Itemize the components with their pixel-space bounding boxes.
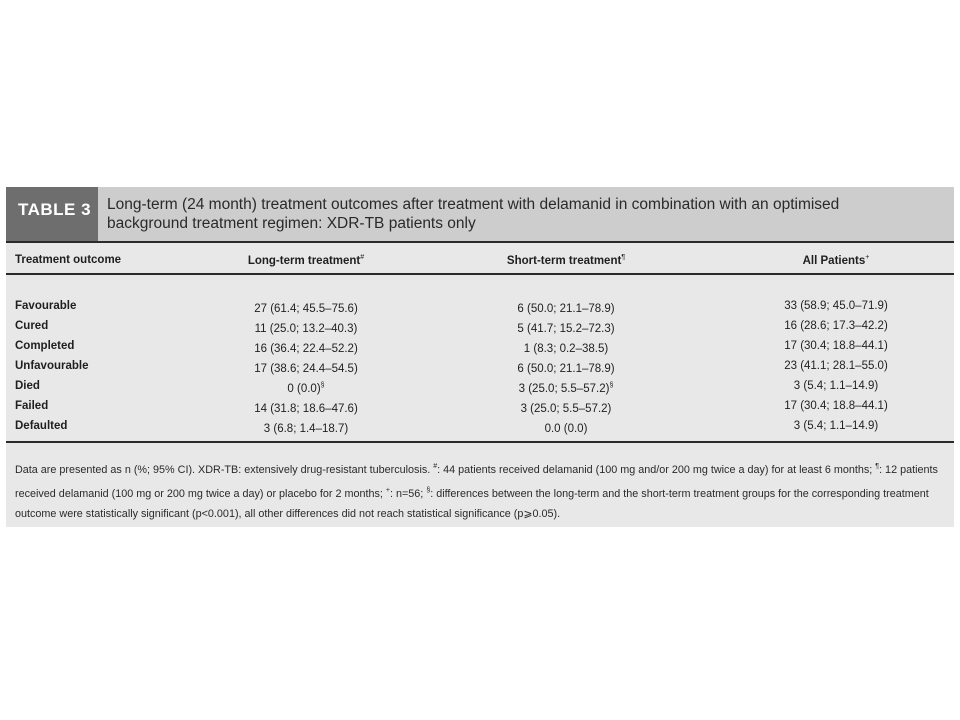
cell-outcome: Completed bbox=[15, 340, 75, 352]
cell-long-term-value: 17 (38.6; 24.4–54.5) bbox=[254, 363, 358, 375]
cell-long-term-value: 11 (25.0; 13.2–40.3) bbox=[254, 323, 358, 335]
bottom-rule bbox=[6, 441, 954, 443]
header-treatment-outcome: Treatment outcome bbox=[15, 254, 122, 266]
cell-short-term bbox=[466, 319, 666, 336]
table-row bbox=[6, 359, 954, 379]
cell-outcome: Defaulted bbox=[15, 420, 68, 432]
cell-long-term bbox=[206, 419, 406, 436]
cell-long-term bbox=[206, 299, 406, 316]
cell-short-term-value: 3 (25.0; 5.5–57.2) bbox=[520, 403, 612, 415]
cell-long-term bbox=[206, 339, 406, 356]
cell-long-term bbox=[206, 399, 406, 416]
cell-outcome: Died bbox=[15, 380, 40, 392]
footnote-part-4: : n=56; bbox=[389, 487, 427, 500]
header-rule bbox=[6, 273, 954, 275]
footnote-part-1: Data are presented as n (%; 95% CI). XDR-TB: extensively drug-resistant tuberculosis. bbox=[15, 464, 434, 476]
cell-all-patients: 23 (41.1; 28.1–55.0) bbox=[784, 360, 888, 372]
footnote-part-3: : 12 patients received delamanid (100 mg or 200 mg twice a day) or placebo for 2 months; bbox=[15, 464, 938, 500]
header-short-term bbox=[466, 254, 666, 267]
cell-outcome: Favourable bbox=[15, 300, 77, 312]
cell-long-term-mark: § bbox=[320, 382, 325, 389]
cell-short-term-value: 6 (50.0; 21.1–78.9) bbox=[517, 363, 615, 375]
cell-short-term bbox=[466, 419, 666, 436]
table-caption bbox=[107, 195, 947, 233]
header-long-term-label: Long-term treatment bbox=[247, 255, 361, 267]
table-label: TABLE 3 bbox=[6, 187, 98, 241]
cell-short-term bbox=[466, 399, 666, 416]
cell-long-term bbox=[206, 379, 406, 396]
cell-short-term-value: 5 (41.7; 15.2–72.3) bbox=[517, 323, 615, 335]
cell-short-term bbox=[466, 339, 666, 356]
footnote-mark-section: § bbox=[426, 486, 431, 494]
cell-long-term-value: 3 (6.8; 1.4–18.7) bbox=[263, 423, 349, 435]
cell-all-patients: 17 (30.4; 18.8–44.1) bbox=[784, 400, 888, 412]
cell-outcome: Cured bbox=[15, 320, 49, 332]
cell-short-term-value: 6 (50.0; 21.1–78.9) bbox=[517, 303, 615, 315]
header-all-patients bbox=[736, 254, 936, 267]
table-row bbox=[6, 339, 954, 359]
table-row bbox=[6, 299, 954, 319]
footnote-mark-pilcrow: ¶ bbox=[875, 463, 880, 470]
caption-bar bbox=[6, 187, 954, 241]
header-long-term-mark: # bbox=[360, 254, 365, 261]
cell-long-term-value: 0 (0.0) bbox=[287, 383, 321, 395]
cell-short-term bbox=[466, 379, 666, 396]
cell-long-term-value: 16 (36.4; 22.4–52.2) bbox=[254, 343, 358, 355]
cell-short-term-value: 1 (8.3; 0.2–38.5) bbox=[523, 343, 609, 355]
cell-all-patients: 17 (30.4; 18.8–44.1) bbox=[784, 340, 888, 352]
table-figure bbox=[6, 187, 954, 527]
header-all-patients-label: All Patients bbox=[802, 255, 866, 267]
table-row bbox=[6, 399, 954, 419]
cell-short-term-value: 0.0 (0.0) bbox=[544, 423, 588, 435]
cell-all-patients: 16 (28.6; 17.3–42.2) bbox=[784, 320, 888, 332]
caption-line-2: background treatment regimen: XDR-TB patients only bbox=[107, 215, 476, 232]
cell-short-term bbox=[466, 359, 666, 376]
cell-short-term bbox=[466, 299, 666, 316]
table-footnote bbox=[15, 457, 947, 525]
top-rule bbox=[6, 241, 954, 243]
header-all-patients-mark: + bbox=[865, 254, 870, 261]
cell-all-patients: 3 (5.4; 1.1–14.9) bbox=[793, 420, 879, 432]
cell-all-patients: 3 (5.4; 1.1–14.9) bbox=[793, 380, 879, 392]
footnote-mark-hash: # bbox=[433, 463, 438, 470]
header-short-term-label: Short-term treatment bbox=[506, 255, 622, 267]
footnote-part-2: : 44 patients received delamanid (100 mg and/or 200 mg twice a day) for at least 6 months; bbox=[437, 464, 876, 476]
cell-long-term-value: 14 (31.8; 18.6–47.6) bbox=[254, 403, 358, 415]
table-row bbox=[6, 419, 954, 439]
header-short-term-mark: ¶ bbox=[621, 254, 626, 261]
footnote-part-5: : differences between the long-term and the short-term treatment groups for the corresponding treatment outcome were statistically significant (p<0.001), all other differences did not reach statistical significance (p⩾0.05). bbox=[15, 487, 929, 520]
cell-short-term-value: 3 (25.0; 5.5–57.2) bbox=[518, 383, 610, 395]
cell-long-term bbox=[206, 359, 406, 376]
cell-outcome: Failed bbox=[15, 400, 49, 412]
table-row bbox=[6, 319, 954, 339]
cell-short-term-mark: § bbox=[609, 382, 614, 389]
cell-long-term-value: 27 (61.4; 45.5–75.6) bbox=[254, 303, 358, 315]
cell-outcome: Unfavourable bbox=[15, 360, 89, 372]
header-long-term bbox=[206, 254, 406, 267]
cell-all-patients: 33 (58.9; 45.0–71.9) bbox=[784, 300, 888, 312]
cell-long-term bbox=[206, 319, 406, 336]
caption-line-1: Long-term (24 month) treatment outcomes after treatment with delamanid in combination with an optimised bbox=[107, 196, 840, 213]
footnote-mark-plus: + bbox=[385, 486, 390, 494]
table-row bbox=[6, 379, 954, 399]
